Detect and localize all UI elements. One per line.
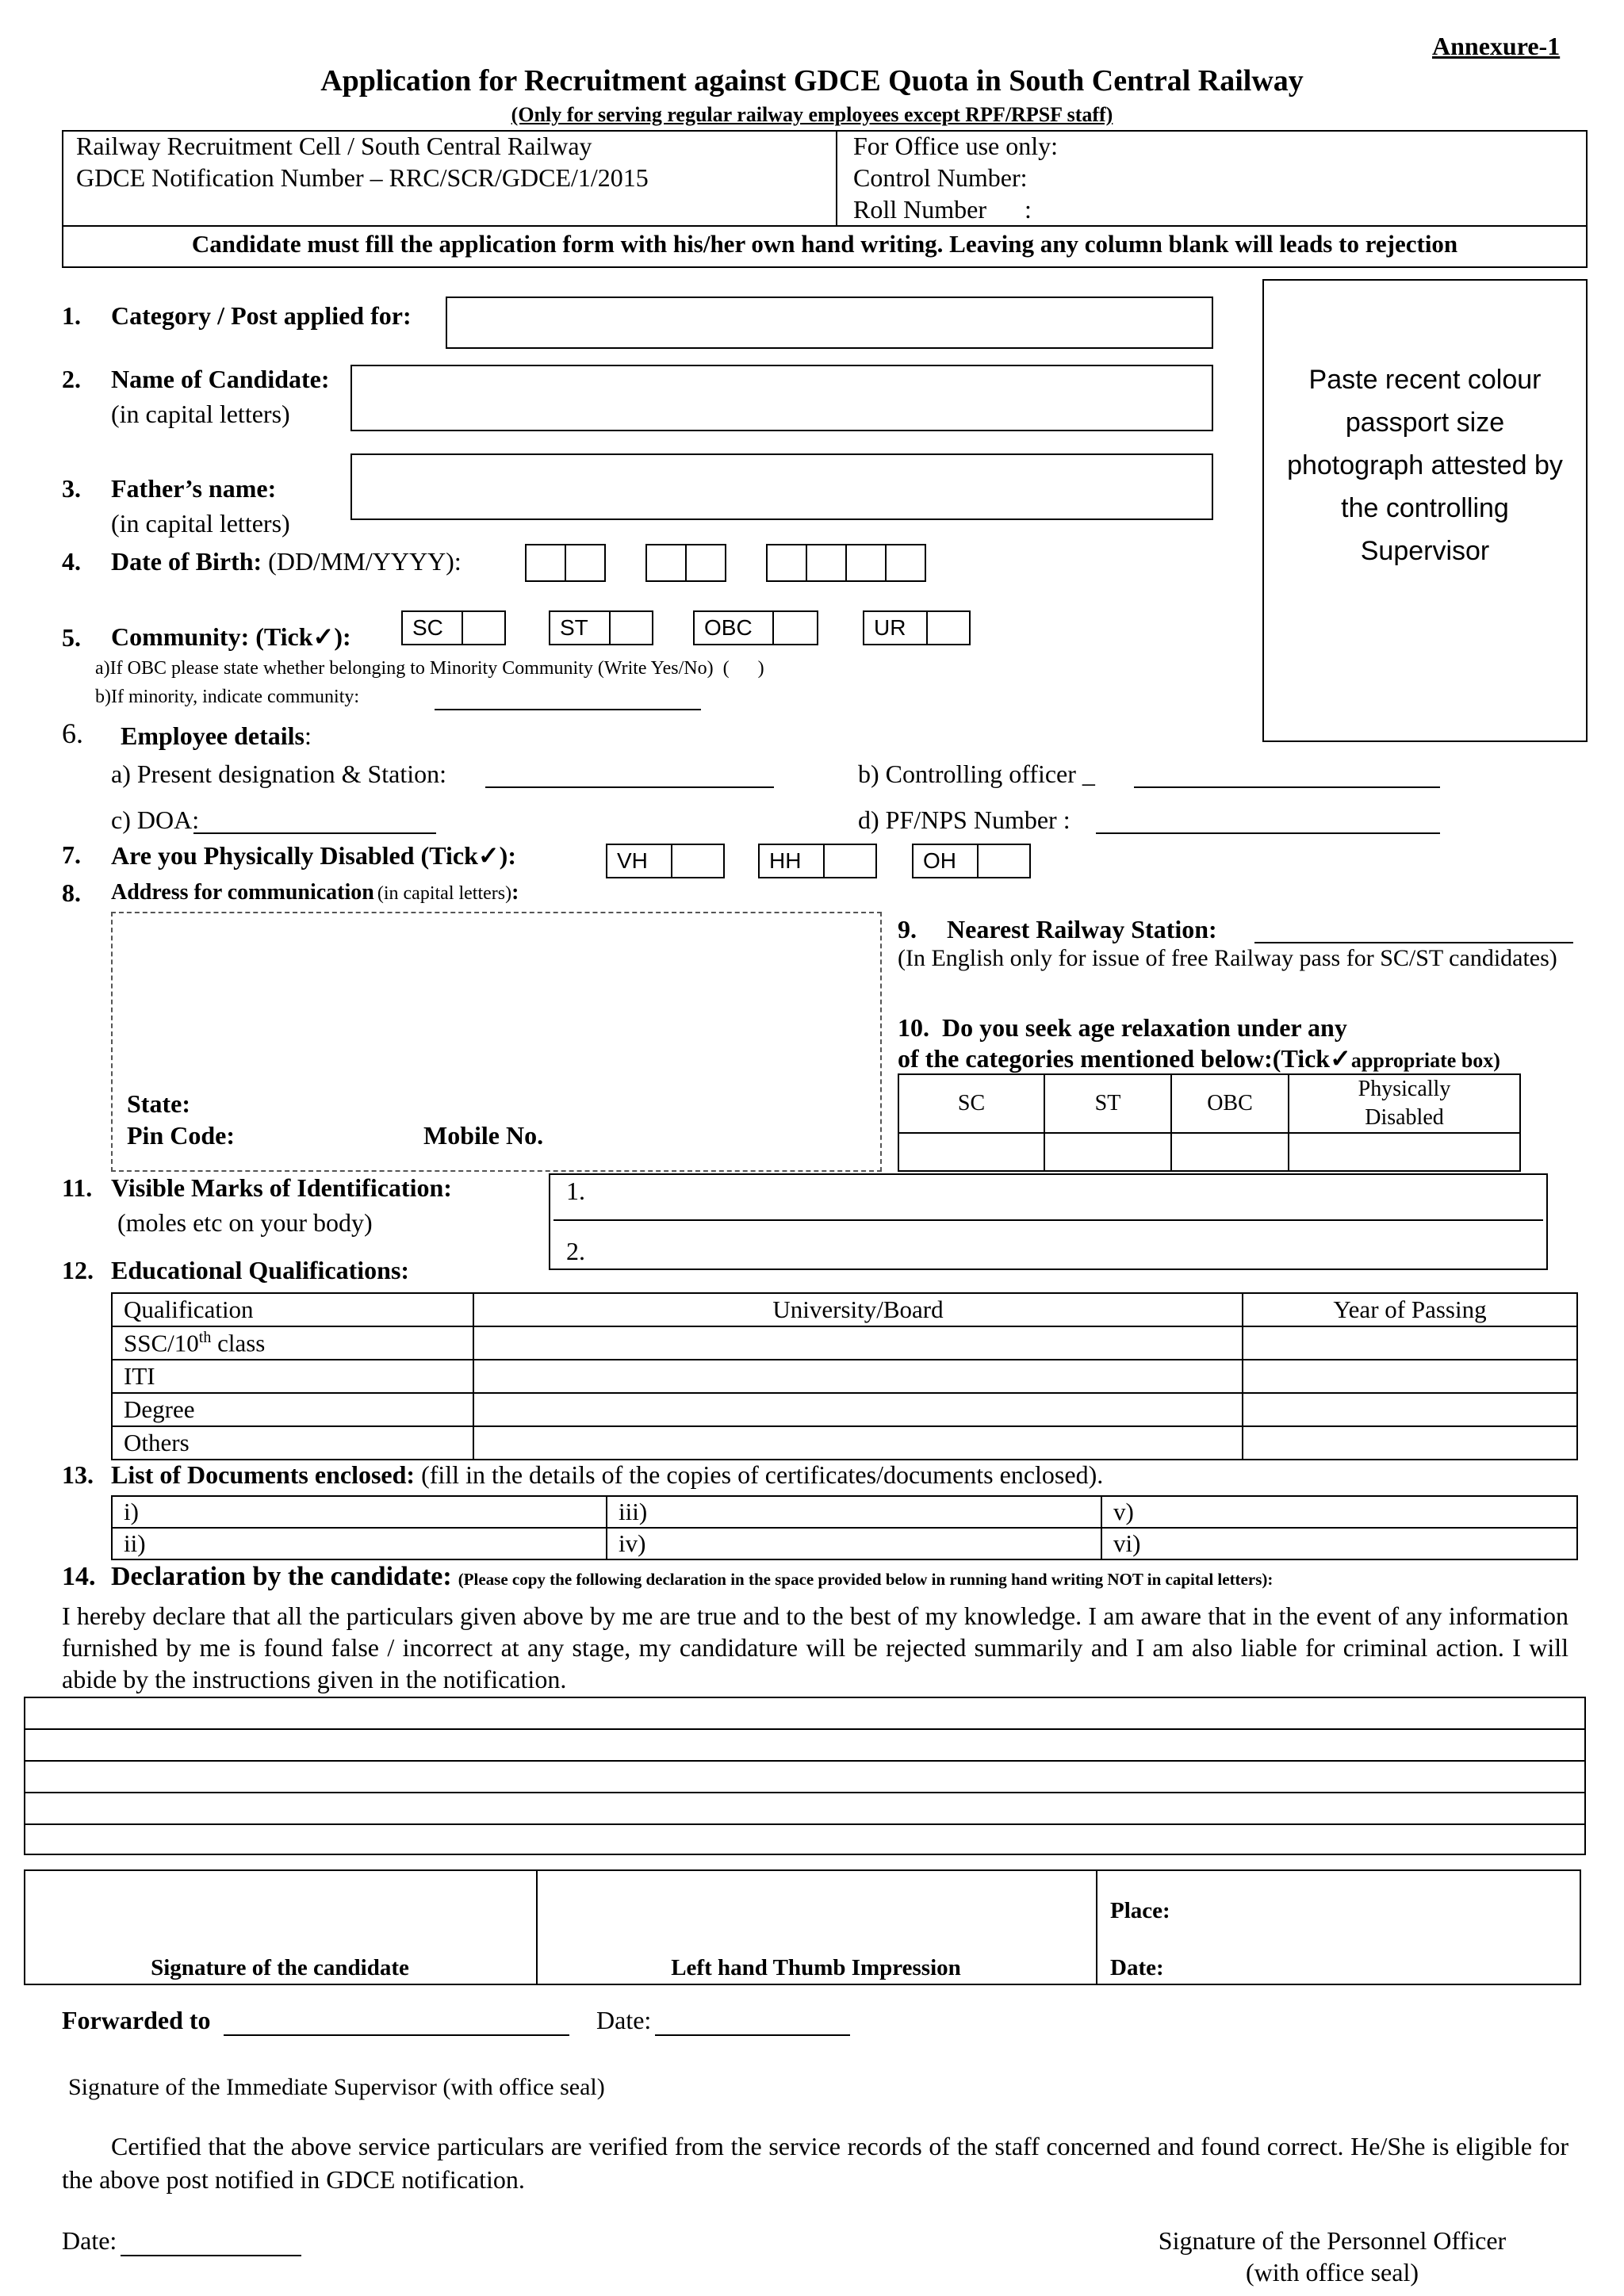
pf-nps-line[interactable]	[1096, 832, 1440, 834]
rrc-line: Railway Recruitment Cell / South Central Railway	[76, 132, 592, 160]
age-relaxation-label: 10. Do you seek age relaxation under any	[898, 1013, 1347, 1042]
address-label: Address for communication	[111, 880, 374, 905]
identification-marks-label: Visible Marks of Identification:	[111, 1173, 452, 1202]
pin-code-label: Pin Code:	[127, 1121, 235, 1150]
forwarded-to-label: Forwarded to	[62, 2006, 211, 2034]
community-st-checkbox[interactable]: ST	[549, 610, 653, 645]
designation-station-label: a) Present designation & Station:	[111, 760, 447, 788]
field-number: 6.	[62, 718, 83, 749]
document-cell[interactable]: vi)	[1101, 1528, 1577, 1559]
forwarded-date-label: Date:	[596, 2006, 652, 2034]
community-obc-checkbox[interactable]: OBC	[693, 610, 818, 645]
community-label: Community: (Tick✓):	[111, 622, 351, 651]
signature-date-label[interactable]: Date:	[1110, 1955, 1164, 1980]
candidate-name-hint: (in capital letters)	[111, 400, 290, 428]
community-sc-checkbox[interactable]: SC	[401, 610, 506, 645]
identification-marks-box	[549, 1173, 1548, 1270]
bottom-date-line[interactable]	[121, 2255, 301, 2256]
age-relaxation-label-2: of the categories mentioned below:(Tick✓	[898, 1044, 1351, 1073]
identification-marks-hint: (moles etc on your body)	[117, 1208, 373, 1237]
category-post-label: Category / Post applied for:	[111, 301, 412, 330]
controlling-officer-label: b) Controlling officer _	[858, 760, 1095, 788]
document-cell[interactable]: i)	[112, 1496, 607, 1528]
physically-disabled-label: Are you Physically Disabled (Tick✓):	[111, 841, 516, 870]
supervisor-signature-label: Signature of the Immediate Supervisor (with office seal)	[68, 2074, 605, 2100]
education-header-qualification: Qualification	[112, 1293, 473, 1326]
relaxation-pd-header: Physically Disabled	[1289, 1074, 1520, 1133]
relaxation-pd-checkbox[interactable]	[1289, 1133, 1520, 1171]
dob-format: (DD/MM/YYYY):	[268, 547, 462, 576]
identification-mark-1[interactable]: 1.	[566, 1177, 585, 1205]
document-cell[interactable]: ii)	[112, 1528, 607, 1559]
education-year-cell[interactable]	[1243, 1393, 1577, 1426]
controlling-officer-line[interactable]	[1134, 786, 1440, 788]
mobile-label: Mobile No.	[423, 1121, 544, 1150]
age-relaxation-table	[898, 1073, 1521, 1172]
father-name-hint: (in capital letters)	[111, 509, 290, 538]
minority-community-label: b)If minority, indicate community:	[95, 687, 360, 707]
nearest-station-hint: (In English only for issue of free Railway pass for SC/ST candidates)	[898, 945, 1557, 971]
dob-label: Date of Birth:	[111, 547, 262, 576]
declaration-hint: (Please copy the following declaration in the space provided below in running hand writing NOT in capital letters):	[458, 1570, 1274, 1589]
field-number: 7.	[62, 840, 81, 869]
education-label: Educational Qualifications:	[111, 1256, 410, 1284]
field-number: 4.	[62, 547, 81, 576]
relaxation-st-header: ST	[1044, 1074, 1171, 1133]
notification-number: GDCE Notification Number – RRC/SCR/GDCE/1/2015	[76, 163, 649, 192]
roll-number-label: Roll Number :	[853, 195, 1032, 224]
declaration-label: Declaration by the candidate:	[111, 1562, 452, 1591]
identification-mark-2[interactable]: 2.	[566, 1237, 585, 1265]
photo-instruction: Paste recent colour passport size photograph attested by the controlling Supervisor	[1287, 365, 1563, 566]
disability-vh-checkbox[interactable]: VH	[606, 844, 725, 878]
doa-line[interactable]	[193, 832, 436, 834]
document-cell[interactable]: v)	[1101, 1496, 1577, 1528]
education-university-cell[interactable]	[473, 1326, 1243, 1360]
field-number: 12.	[62, 1256, 94, 1284]
minority-community-line[interactable]	[435, 709, 701, 710]
education-header-year: Year of Passing	[1243, 1293, 1577, 1326]
education-row-label: Others	[112, 1426, 473, 1460]
field-number: 2.	[62, 365, 81, 393]
declaration-text: I hereby declare that all the particulars given above by me are true and to the best of my knowledge. I am aware that in the event of any information furnished by me is found false / incorrect at any stage, my candidature will be rejected summarily and I am also liable for criminal action. I will abide by the instructions given in the notification.	[62, 1601, 1568, 1693]
forwarded-to-line[interactable]	[224, 2034, 569, 2036]
documents-table	[111, 1495, 1578, 1560]
disability-oh-checkbox[interactable]: OH	[912, 844, 1031, 878]
instruction-text: Candidate must fill the application form with his/her own hand writing. Leaving any column blank will leads to rejection	[191, 230, 1458, 258]
documents-label: List of Documents enclosed:	[111, 1460, 416, 1489]
document-cell[interactable]: iv)	[607, 1528, 1101, 1559]
pf-nps-label: d) PF/NPS Number :	[858, 806, 1071, 834]
personnel-officer-seal: (with office seal)	[1246, 2258, 1419, 2286]
form-subtitle: (Only for serving regular railway employees except RPF/RPSF staff)	[511, 103, 1113, 126]
field-number: 11.	[62, 1173, 93, 1202]
education-row-label: ITI	[112, 1360, 473, 1393]
form-title: Application for Recruitment against GDCE Quota in South Central Railway	[320, 64, 1304, 98]
state-label: State:	[127, 1089, 190, 1118]
control-number-label: Control Number:	[853, 163, 1028, 192]
nearest-station-label: Nearest Railway Station:	[947, 915, 1217, 943]
relaxation-obc-header: OBC	[1171, 1074, 1289, 1133]
father-name-input[interactable]	[350, 453, 1213, 520]
education-row-label: Degree	[112, 1393, 473, 1426]
field-number: 3.	[62, 474, 81, 503]
relaxation-st-checkbox[interactable]	[1044, 1133, 1171, 1171]
relaxation-sc-header: SC	[898, 1074, 1044, 1133]
documents-hint: (fill in the details of the copies of certificates/documents enclosed).	[421, 1460, 1104, 1489]
forwarded-date-line[interactable]	[655, 2034, 850, 2036]
personnel-officer-signature: Signature of the Personnel Officer	[1158, 2226, 1507, 2255]
bottom-date-label: Date:	[62, 2226, 117, 2255]
obc-minority-question: a)If OBC please state whether belonging to Minority Community (Write Yes/No) ( )	[95, 658, 764, 679]
field-number: 14.	[62, 1562, 96, 1591]
relaxation-sc-checkbox[interactable]	[898, 1133, 1044, 1171]
doa-label: c) DOA:	[111, 806, 200, 834]
father-name-label: Father’s name:	[111, 474, 277, 503]
nearest-station-line[interactable]	[1254, 942, 1573, 943]
education-year-cell[interactable]	[1243, 1360, 1577, 1393]
certification-text: Certified that the above service particulars are verified from the service records of the staff concerned and found correct. He/She is eligible for the above post notified in GDCE notification.	[62, 2132, 1568, 2194]
document-cell[interactable]: iii)	[607, 1496, 1101, 1528]
field-number: 5.	[62, 623, 81, 652]
candidate-signature-label[interactable]: Signature of the candidate	[151, 1955, 409, 1980]
candidate-name-input[interactable]	[350, 365, 1213, 431]
category-post-input[interactable]	[446, 297, 1213, 349]
age-relaxation-hint: appropriate box)	[1350, 1049, 1500, 1072]
field-number: 9.	[898, 915, 917, 943]
education-university-cell[interactable]	[473, 1393, 1243, 1426]
declaration-writing-box[interactable]	[24, 1697, 1586, 1855]
employee-details-label: Employee details:	[121, 721, 312, 750]
designation-station-line[interactable]	[485, 786, 774, 788]
education-header-university: University/Board	[473, 1293, 1243, 1326]
education-university-cell[interactable]	[473, 1426, 1243, 1460]
relaxation-obc-checkbox[interactable]	[1171, 1133, 1289, 1171]
candidate-name-label: Name of Candidate:	[111, 365, 330, 393]
education-year-cell[interactable]	[1243, 1326, 1577, 1360]
field-number: 1.	[62, 301, 81, 330]
education-university-cell[interactable]	[473, 1360, 1243, 1393]
annexure-label: Annexure-1	[1432, 32, 1561, 60]
community-ur-checkbox[interactable]: UR	[863, 610, 971, 645]
place-label[interactable]: Place:	[1110, 1898, 1170, 1923]
thumb-impression-label[interactable]: Left hand Thumb Impression	[671, 1955, 961, 1980]
field-number: 8.	[62, 878, 81, 907]
education-table	[111, 1292, 1578, 1460]
office-use-label: For Office use only:	[853, 132, 1059, 160]
address-hint: (in capital letters)	[377, 883, 512, 904]
field-number: 13.	[62, 1460, 94, 1489]
education-year-cell[interactable]	[1243, 1426, 1577, 1460]
disability-hh-checkbox[interactable]: HH	[758, 844, 877, 878]
education-row-label: SSC/10th class	[112, 1326, 473, 1360]
